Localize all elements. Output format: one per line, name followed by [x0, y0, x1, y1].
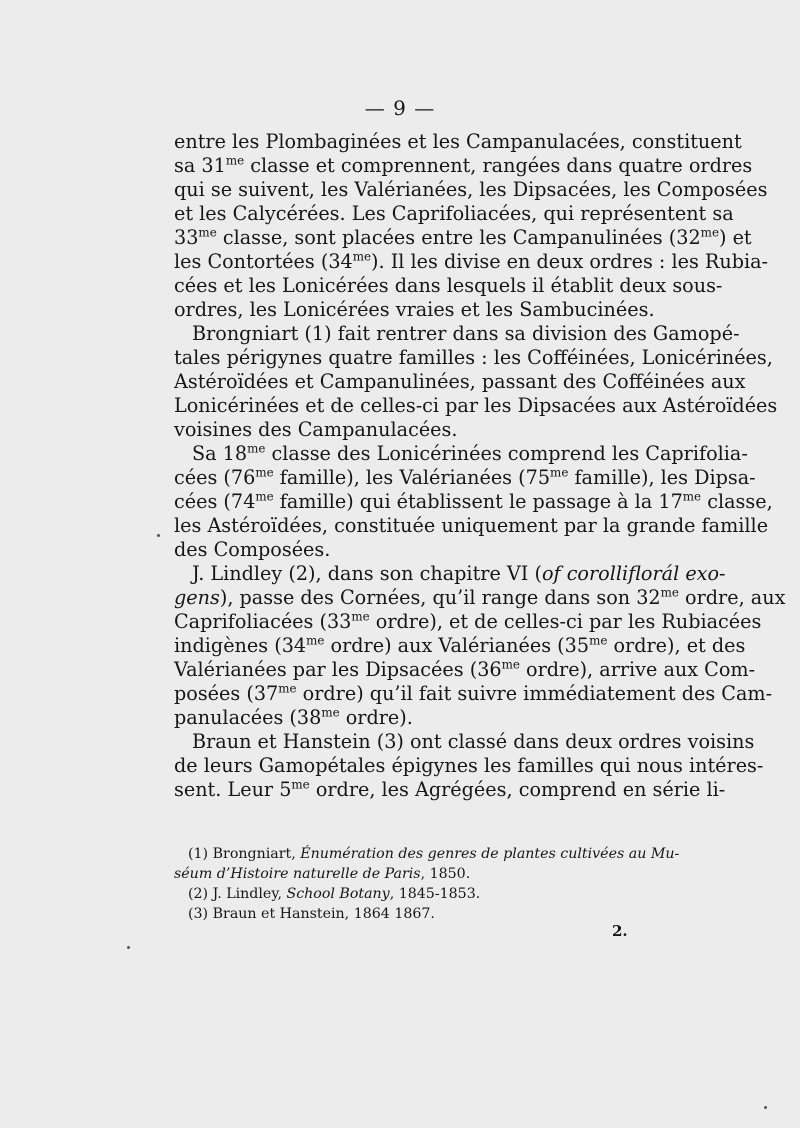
text-line	[174, 130, 742, 154]
text-run: School Botany	[286, 886, 390, 902]
text-run: tales périgynes quatre familles : les Cofféinées, Lonicérinées,	[174, 346, 773, 369]
text-run: et les Calycérées. Les Caprifoliacées, qui représentent sa	[174, 202, 734, 225]
text-line	[174, 777, 726, 802]
text-run: J. Lindley (2), dans son chapitre VI (	[192, 562, 542, 585]
text-line	[174, 657, 756, 682]
text-run: classe, sont placées entre les Campanulinées (32	[216, 226, 701, 249]
ordinal-suffix: me	[501, 657, 520, 672]
footnote-line	[188, 904, 644, 924]
text-run: ordre), et de celles-ci par les Rubiacées	[369, 610, 762, 633]
text-run: gens	[174, 586, 220, 609]
text-run: ordre).	[339, 706, 413, 729]
text-run: (3) Braun et Hanstein, 1864 1867.	[188, 906, 435, 922]
text-line	[174, 609, 762, 634]
scan-speck	[764, 1106, 767, 1109]
text-run: indigènes (34	[174, 634, 307, 657]
ordinal-suffix: me	[351, 609, 370, 624]
text-run: ordre, les Agrégées, comprend en série li-	[309, 778, 726, 801]
text-line	[174, 489, 773, 514]
text-run: Braun et Hanstein (3) ont classé dans deux ordres voisins	[192, 730, 755, 753]
text-line	[174, 274, 723, 298]
text-line	[174, 514, 769, 538]
text-run: de leurs Gamopétales épigynes les familles qui nous intéres-	[174, 754, 764, 777]
text-line	[192, 562, 726, 586]
ordinal-suffix: me	[700, 225, 719, 240]
ordinal-suffix: me	[321, 705, 340, 720]
text-run: , 1845-1853.	[389, 886, 481, 902]
ordinal-suffix: me	[255, 489, 274, 504]
ordinal-suffix: me	[278, 681, 297, 696]
ordinal-suffix: me	[225, 153, 245, 168]
text-run: classe et comprennent, rangées dans quatre ordres	[244, 154, 753, 177]
text-run: ), passe des Cornées, qu’il range dans son 32	[219, 586, 661, 609]
page-number: — 9 —	[364, 96, 436, 120]
text-run: ordre) qu’il fait suivre immédiatement des Cam-	[296, 682, 773, 705]
text-line	[174, 585, 786, 610]
text-run: cées (76	[174, 466, 256, 489]
text-run: posées (37	[174, 682, 279, 705]
text-run: ). Il les divise en deux ordres : les Rubia-	[371, 250, 769, 273]
text-run: ) et	[718, 226, 752, 249]
text-line	[174, 346, 773, 370]
text-line	[174, 418, 644, 442]
text-run: famille), les Valérianées (75	[273, 466, 551, 489]
text-line	[174, 178, 768, 202]
text-run: ordre) aux Valérianées (35	[324, 634, 590, 657]
text-line	[174, 225, 752, 250]
text-run: sa 31	[174, 154, 226, 177]
ordinal-suffix: me	[291, 777, 310, 792]
text-line	[174, 298, 655, 322]
text-line	[174, 370, 746, 394]
ordinal-suffix: me	[247, 441, 266, 456]
text-line	[174, 249, 769, 274]
text-run: classe,	[701, 490, 773, 513]
ordinal-suffix: me	[550, 465, 569, 480]
text-run: voisines des Campanulacées.	[174, 418, 458, 441]
text-run: ordre, aux	[678, 586, 786, 609]
text-run: Astéroïdées et Campanulinées, passant des Cofféinées aux	[174, 370, 746, 393]
text-run: cées et les Lonicérées dans lesquels il établit deux sous-	[174, 274, 723, 297]
text-line	[174, 706, 644, 730]
text-run: of corolliflorál exo-	[541, 562, 726, 585]
text-run: Brongniart (1) fait rentrer dans sa division des Gamopé-	[192, 322, 740, 345]
text-run: , 1850.	[420, 866, 471, 882]
text-run: panulacées (38	[174, 706, 322, 729]
text-line	[174, 202, 734, 226]
text-line	[192, 322, 740, 346]
text-run: les Contortées (34	[174, 250, 353, 273]
footnote-line	[188, 884, 644, 904]
ordinal-suffix: me	[255, 465, 274, 480]
ordinal-suffix: me	[660, 585, 679, 600]
ordinal-suffix: me	[198, 225, 217, 240]
text-run: séum d’Histoire naturelle de Paris	[174, 866, 421, 882]
text-run: Sa 18	[192, 442, 248, 465]
text-run: ordres, les Lonicérées vraies et les Sambucinées.	[174, 298, 655, 321]
text-run: Caprifoliacées (33	[174, 610, 352, 633]
text-line	[174, 681, 773, 706]
text-run: sent. Leur 5	[174, 778, 292, 801]
text-line	[192, 730, 755, 754]
text-line	[192, 441, 748, 466]
ordinal-suffix: me	[589, 633, 608, 648]
text-run: Énumération des genres de plantes cultivées au Mu-	[300, 846, 680, 862]
text-line	[174, 633, 746, 658]
signature-mark: 2.	[612, 922, 628, 940]
text-run: les Astéroïdées, constituée uniquement par la grande famille	[174, 514, 769, 537]
footnote-line	[188, 844, 680, 864]
text-run: cées (74	[174, 490, 256, 513]
scan-speck	[157, 534, 160, 537]
ordinal-suffix: me	[352, 249, 372, 264]
text-run: (1) Brongniart,	[188, 846, 301, 862]
text-run: ordre), arrive aux Com-	[519, 658, 756, 681]
text-run: ordre), et des	[607, 634, 746, 657]
text-line	[174, 394, 778, 418]
ordinal-suffix: me	[682, 489, 702, 504]
footnote-line	[174, 864, 644, 884]
text-run: famille), les Dipsa-	[568, 466, 756, 489]
text-run: Lonicérinées et de celles-ci par les Dipsacées aux Astéroïdées	[174, 394, 778, 417]
text-line	[174, 465, 756, 490]
scan-speck	[127, 946, 130, 949]
text-line	[174, 538, 644, 562]
text-run: Valérianées par les Dipsacées (36	[174, 658, 502, 681]
text-run: qui se suivent, les Valérianées, les Dipsacées, les Composées	[174, 178, 768, 201]
text-run: classe des Lonicérinées comprend les Caprifolia-	[265, 442, 748, 465]
text-line	[174, 153, 753, 178]
text-run: (2) J. Lindley,	[188, 886, 287, 902]
text-run: des Composées.	[174, 538, 331, 561]
text-run: 33	[174, 226, 199, 249]
text-run: famille) qui établissent le passage à la 17	[273, 490, 683, 513]
text-line	[174, 754, 764, 778]
text-run: entre les Plombaginées et les Campanulacées, constituent	[174, 130, 742, 153]
ordinal-suffix: me	[306, 633, 325, 648]
